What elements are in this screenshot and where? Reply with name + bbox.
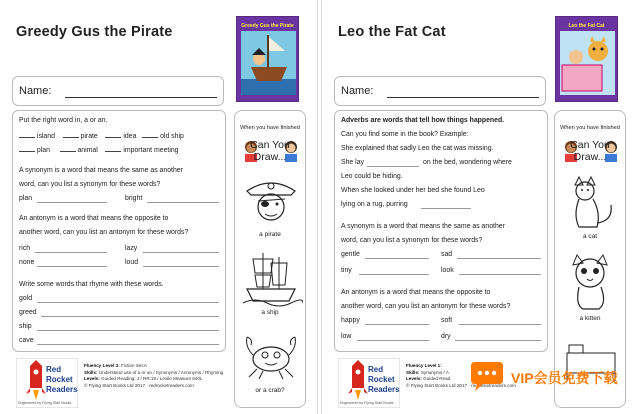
svg-text:Engineered by Flying Start Boo: Engineered by Flying Start Books [18, 401, 72, 405]
name-field[interactable] [12, 76, 224, 106]
adverbs-example: She explained that sadly Leo the cat was missing. [341, 145, 494, 152]
a-an-row-2: plan animal important meeting [19, 145, 179, 155]
adverbs-intro: Adverbs are words that tell how things happened. [341, 117, 505, 124]
antonym-instruction-2: another word, can you list an antonym for these words? [341, 303, 511, 310]
svg-text:Readers: Readers [46, 385, 78, 394]
synonym-instruction-1: A synonym is a word that means the same as another [19, 167, 183, 174]
footer-info: Fluency Level 1: Skills: Synonyms / A Levels: Guided Read © Flying Start Books Ltd 2017 · redrocketreaders.com [406, 363, 516, 388]
antonym-instruction-1: An antonym is a word that means the opposite to [19, 215, 169, 222]
watermark-text: VIP会员免费下载 [511, 370, 618, 386]
page-title: Leo the Fat Cat [338, 24, 446, 40]
synonym-instruction-1: A synonym is a word that means the same as another [341, 223, 505, 230]
red-rocket-readers-logo [16, 358, 78, 408]
synonym-instruction-2: word, can you list a synonym for these words? [341, 237, 483, 244]
svg-text:Red: Red [46, 365, 62, 374]
a-an-row-1: island pirate idea old ship [19, 131, 184, 141]
exercise-panel: Put the right word in, a or an. island pirate idea old ship plan animal important meeting A synonym is a word that means the same as another word, can you list a synonym for these words? plan bright An antonym is a word that means the opposite to another word, can you list an antonym for these words? rich lazy none loud Write some words that rhyme with these words. gold greed ship cave [12, 110, 226, 352]
cat-drawing [561, 175, 621, 231]
sidebar-heading: Can You Draw... [250, 139, 290, 164]
name-line [387, 97, 539, 98]
kitten-drawing [561, 251, 621, 311]
footer [12, 352, 308, 410]
name-label: Name: [341, 85, 374, 97]
sidebar-when-text: When you have finished [240, 125, 300, 131]
svg-text:Rocket: Rocket [46, 375, 73, 384]
instruction-a-an: Put the right word in, a or an. [19, 117, 108, 124]
svg-text:Red: Red [368, 365, 384, 374]
draw-label-pirate: a pirate [259, 231, 281, 238]
name-label: Name: [19, 85, 52, 97]
book-cover: Leo the Fat Cat [555, 16, 618, 102]
adverbs-question: Can you find some in the book? Example: [341, 131, 469, 138]
cover-art [237, 17, 299, 102]
draw-label-ship: a ship [261, 309, 279, 316]
antonym-instruction-1: An antonym is a word that means the opposite to [341, 289, 491, 296]
adverbs-line-2: When she looked under her bed she found Leo [341, 187, 485, 194]
draw-label-cat: a cat [582, 233, 598, 240]
rhyme-instruction: Write some words that rhyme with these words. [19, 281, 164, 288]
exercise-panel: Adverbs are words that tell how things happened. Can you find some in the book? Example: She explained that sadly Leo the cat was missing. She lay on the bed, wondering where Leo could be hiding. When she looked under her bed she found Leo lying on a rug, purring A synonym is a word that means the same as another word, can you list a synonym for these words? gentle sad tiny look An antonym is a word that means the opposite to another word, can you list an antonym for these words? happy soft low dry [334, 110, 548, 352]
cover-art [556, 17, 618, 102]
synonym-instruction-2: word, can you list a synonym for these words? [19, 181, 161, 188]
svg-text:Readers: Readers [368, 385, 400, 394]
ship-drawing [239, 245, 303, 307]
worksheet-right [321, 0, 639, 414]
name-field[interactable] [334, 76, 546, 106]
sidebar-when-text: When you have finished [560, 125, 620, 131]
book-cover: Greedy Gus the Pirate [236, 16, 299, 102]
draw-label-kitten: a kitten [579, 315, 601, 322]
worksheet-left [0, 0, 318, 414]
vip-download-watermark[interactable] [459, 360, 629, 394]
pirate-drawing [239, 173, 303, 229]
sidebar-heading: Can You Draw... [570, 139, 610, 164]
page-title: Greedy Gus the Pirate [16, 24, 173, 40]
name-line [65, 97, 217, 98]
antonym-instruction-2: another word, can you list an antonym for these words? [19, 229, 189, 236]
red-rocket-readers-logo [338, 358, 400, 408]
draw-label-crab: or a crab? [255, 387, 285, 394]
chat-bubble-icon [467, 362, 507, 392]
svg-text:Engineered by Flying Start Boo: Engineered by Flying Start Books [340, 401, 394, 405]
svg-text:Rocket: Rocket [368, 375, 395, 384]
adverbs-line: Leo could be hiding. [341, 173, 403, 180]
footer-info: Fluency Level 3: Fiction Set A Skills: Understand use of a or an / Synonyms / Antonyms / Rhyming Levels: Guided Reading: J / RR:19 / Lexile Measure 640L © Flying Start Books Ltd 2017 · redrocketreaders.com [84, 363, 224, 388]
